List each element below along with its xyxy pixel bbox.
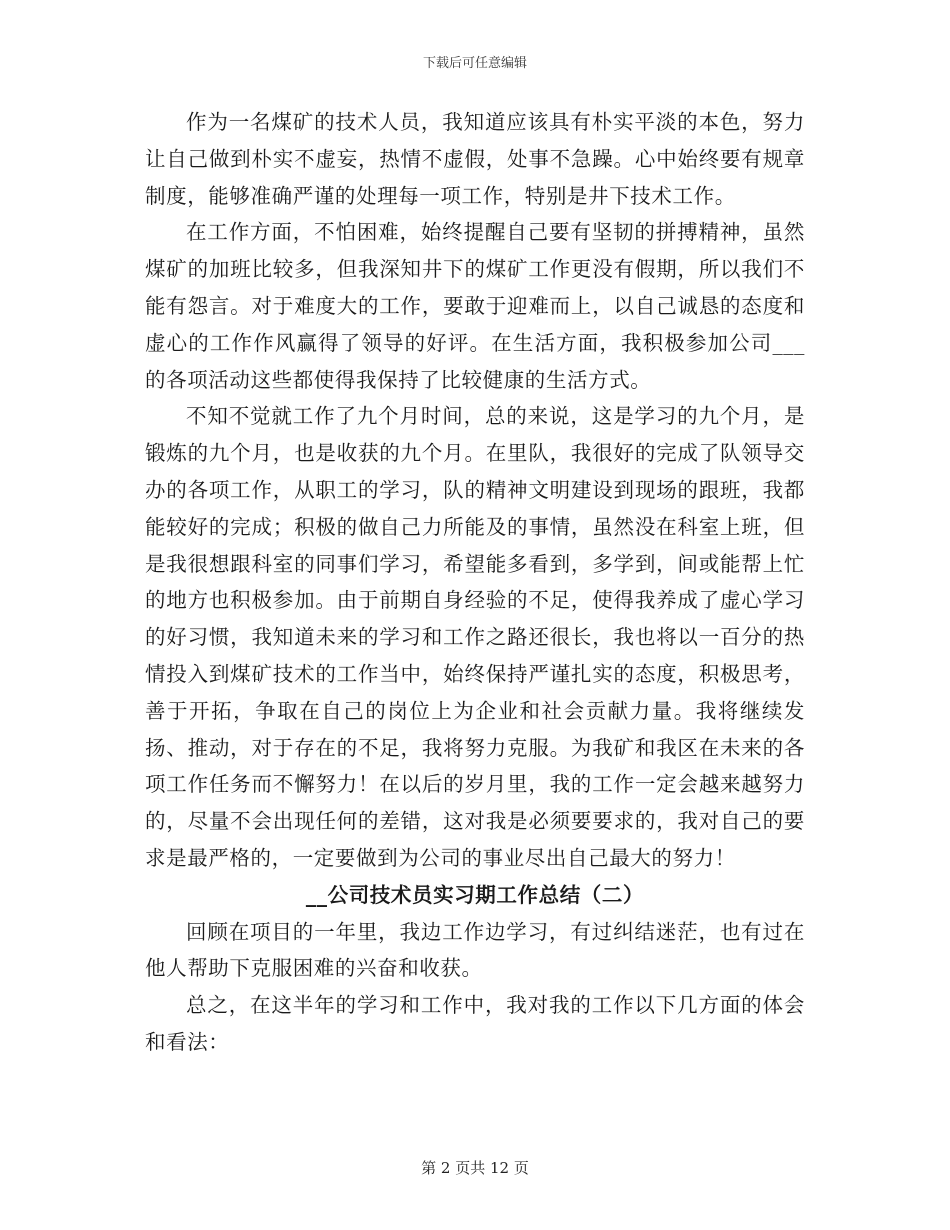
page-header-note: 下载后可任意编辑 [422,56,527,71]
paragraph: 回顾在项目的一年里，我边工作边学习，有过纠结迷茫，也有过在他人帮助下克服困难的兴奋和收获。 [145,919,805,981]
page-number: 第 2 页共 12 页 [421,1159,529,1177]
section-title: __公司技术员实习期工作总结（二） [305,882,645,907]
paragraph: 在工作方面，不怕困难，始终提醒自己要有坚韧的拼搏精神，虽然煤矿的加班比较多，但我深知井下的煤矿工作更没有假期，所以我们不能有怨言。对于难度大的工作，要敢于迎难而上，以自己诚恳的态度和虚心的工作作风赢得了领导的好评。在生活方面，我积极参加公司___的各项活动这些都使得我保持了比较健康的生活方式。 [145,220,805,392]
paragraph: 作为一名煤矿的技术人员，我知道应该具有朴实平淡的本色，努力让自己做到朴实不虚妄，热情不虚假，处事不急躁。心中始终要有规章制度，能够准确严谨的处理每一项工作，特别是井下技术工作。 [145,110,805,208]
paragraph: 不知不觉就工作了九个月时间，总的来说，这是学习的九个月，是锻炼的九个月，也是收获的九个月。在里队，我很好的完成了队领导交办的各项工作，从职工的学习，队的精神文明建设到现场的跟班，我都能较好的完成；积极的做自己力所能及的事情，虽然没在科室上班，但是我很想跟科室的同事们学习，希望能多看到，多学到，间或能帮上忙的地方也积极参加。由于前期自身经验的不足，使得我养成了虚心学习的好习惯，我知道未来的学习和工作之路还很长，我也将以一百分的热情投入到煤矿技术的工作当中，始终保持严谨扎实的态度，积极思考，善于开拓，争取在自己的岗位上为企业和社会贡献力量。我将继续发扬、推动，对于存在的不足，我将努力克服。为我矿和我区在未来的各项工作任务而不懈努力！在以后的岁月里，我的工作一定会越来越努力的，尽量不会出现任何的差错，这对我是必须要要求的，我对自己的要求是最严格的，一定要做到为公司的事业尽出自己最大的努力！ [145,404,805,870]
document-body [145,104,805,1061]
paragraph: 总之，在这半年的学习和工作中，我对我的工作以下几方面的体会和看法： [145,993,805,1054]
